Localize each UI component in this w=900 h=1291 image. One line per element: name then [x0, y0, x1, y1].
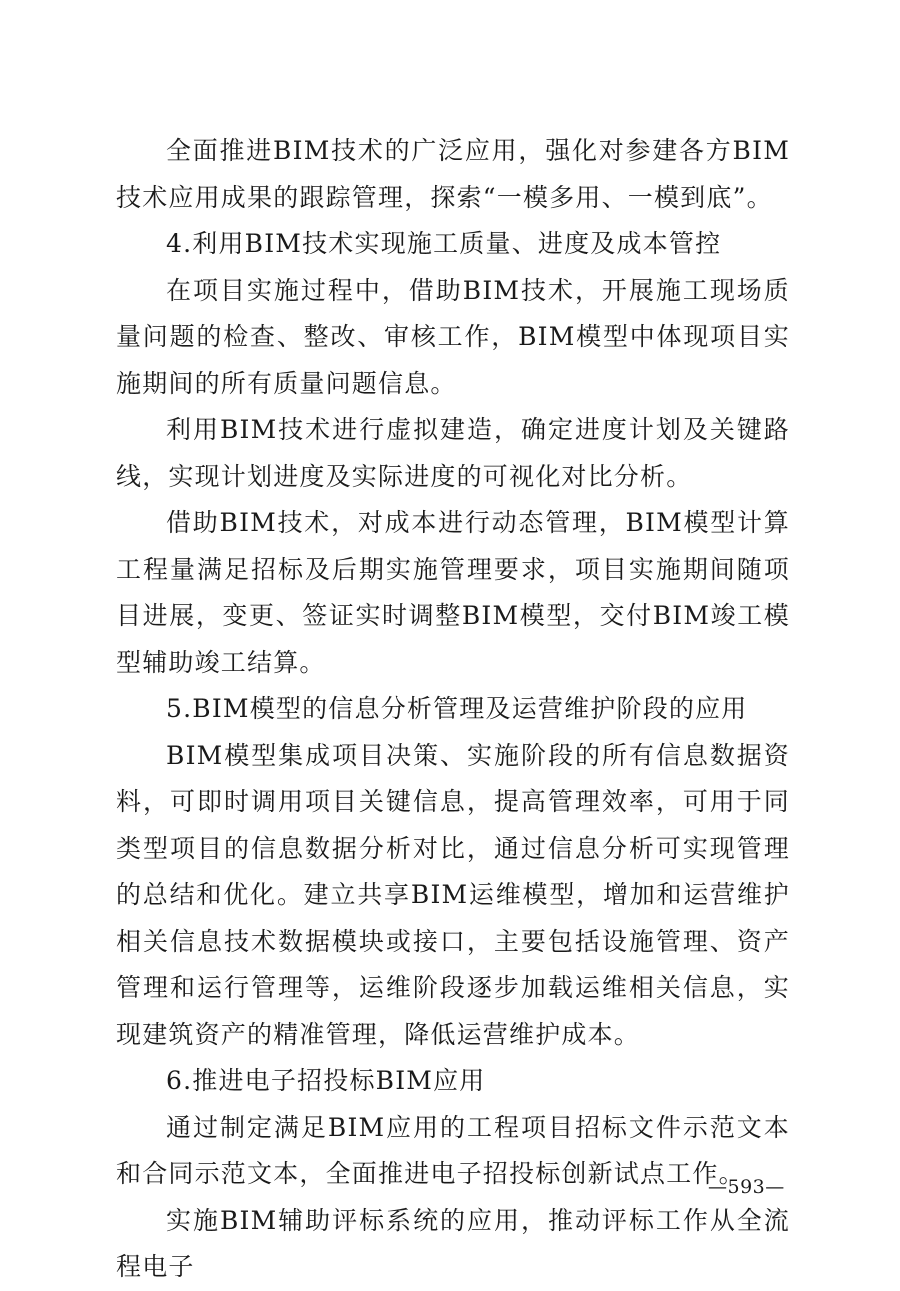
section-heading: 6.推进电子招投标BIM应用	[166, 1066, 486, 1095]
paragraph: 实施BIM辅助评标系统的应用，推动评标工作从全流程电子	[116, 1205, 790, 1281]
document-body	[116, 128, 790, 1291]
section-heading: 5.BIM模型的信息分析管理及运营维护阶段的应用	[166, 694, 748, 723]
paragraph: 利用BIM技术进行虚拟建造，确定进度计划及关键路线，实现计划进度及实际进度的可视化对比分析。	[116, 415, 790, 491]
section-heading: 4.利用BIM技术实现施工质量、进度及成本管控	[166, 229, 722, 258]
paragraph: 全面推进BIM技术的广泛应用，强化对参建各方BIM技术应用成果的跟踪管理，探索“一模多用、一模到底”。	[116, 136, 790, 212]
paragraph: 借助BIM技术，对成本进行动态管理，BIM模型计算工程量满足招标及后期实施管理要求，项目实施期间随项目进展，变更、签证实时调整BIM模型，交付BIM竣工模型辅助竣工结算。	[116, 508, 790, 677]
paragraph: BIM模型集成项目决策、实施阶段的所有信息数据资料，可即时调用项目关键信息，提高管理效率，可用于同类型项目的信息数据分析对比，通过信息分析可实现管理的总结和优化。建立共享BIM运维模型，增加和运营维护相关信息技术数据模块或接口，主要包括设施管理、资产管理和运行管理等，运维阶段逐步加载运维相关信息，实现建筑资产的精准管理，降低运营维护成本。	[116, 740, 790, 1049]
paragraph: 在项目实施过程中，借助BIM技术，开展施工现场质量问题的检查、整改、审核工作，BIM模型中体现项目实施期间的所有质量问题信息。	[116, 275, 790, 398]
page-number: —593—	[708, 1176, 785, 1198]
paragraph: 通过制定满足BIM应用的工程项目招标文件示范文本和合同示范文本，全面推进电子招投标创新试点工作。	[116, 1112, 790, 1188]
